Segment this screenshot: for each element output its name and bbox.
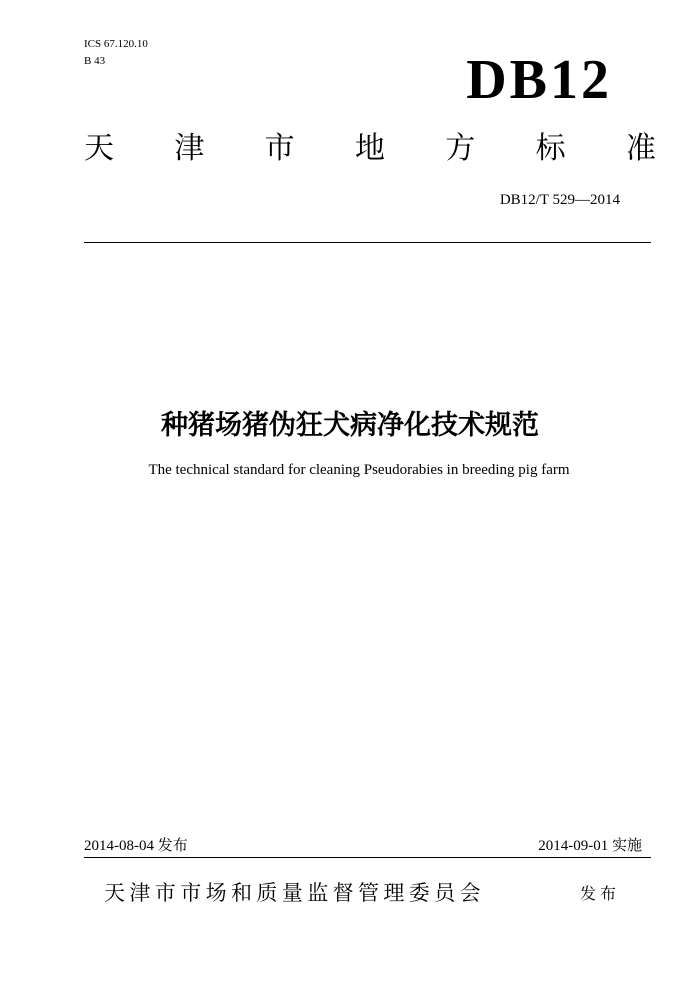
standard-type-char: 标 [535,131,566,166]
document-title-english: The technical standard for cleaning Pseudorabies in breeding pig farm [148,462,570,478]
publish-label: 发布 [580,884,621,903]
footer-divider [84,857,651,858]
standard-type-char: 津 [174,131,205,166]
standard-type-char: 市 [264,131,295,166]
standard-type-char: 地 [354,131,385,166]
ccs-code: B 43 [84,55,106,67]
standard-type-char: 天 [84,131,114,166]
standard-type-heading [84,129,656,169]
standard-logo: DB12 [466,49,612,111]
standard-type-char: 准 [625,131,656,166]
standard-type-char: 方 [445,131,476,166]
document-title-chinese: 种猪场猪伪狂犬病净化技术规范 [161,410,539,441]
ics-code: ICS 67.120.10 [84,38,148,50]
standard-number: DB12/T 529—2014 [499,192,620,208]
implementation-date: 2014-09-01 实施 [538,838,642,854]
publisher-name: 天津市市场和质量监督管理委员会 [104,881,485,905]
header-divider [84,242,651,243]
issue-date: 2014-08-04 发布 [84,838,188,854]
